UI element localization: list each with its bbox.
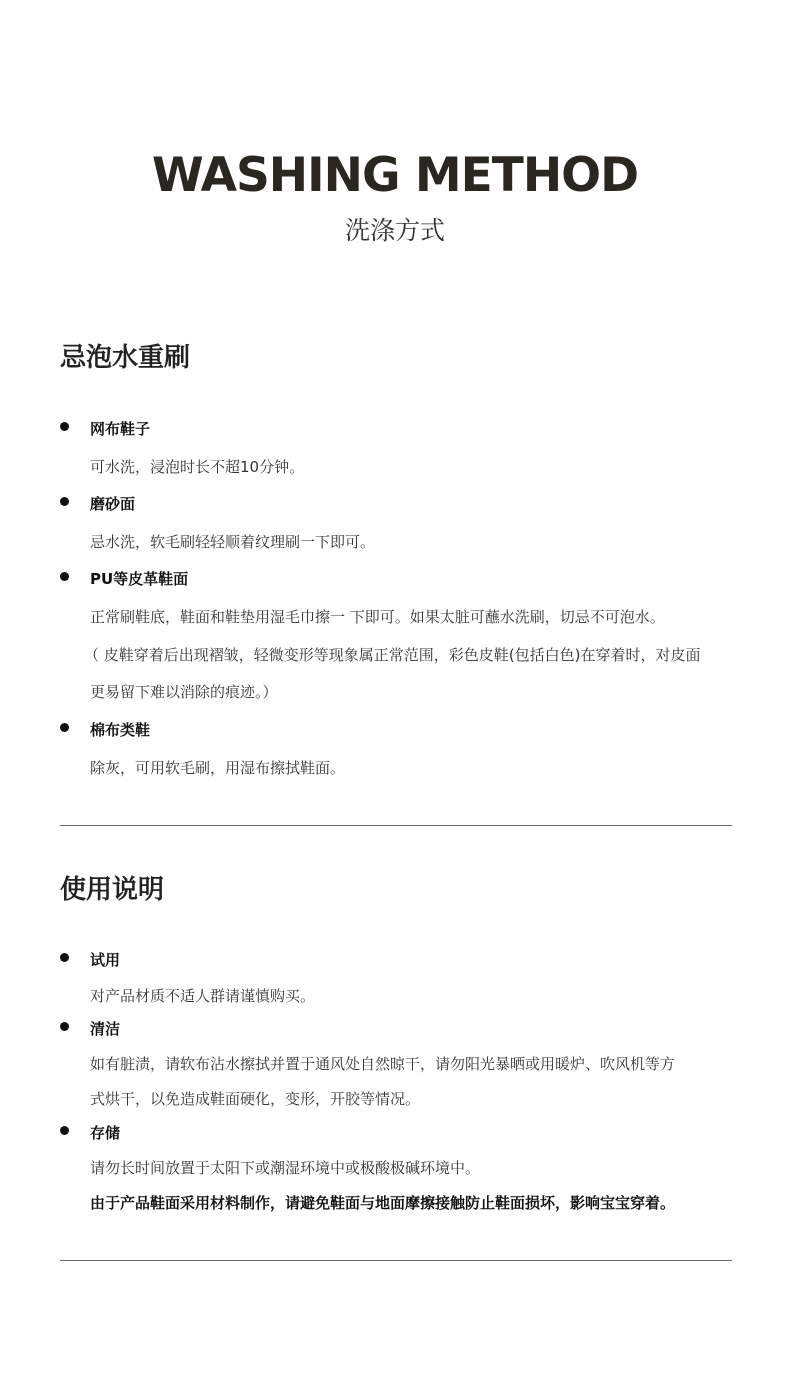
- section-divider: [60, 825, 732, 826]
- section-usage: [60, 872, 732, 908]
- item-text: 正常刷鞋底，鞋面和鞋垫用湿毛巾擦一 下即可。如果太脏可蘸水洗刷，切忌不可泡水。: [90, 608, 665, 626]
- item-text-block: [60, 1157, 732, 1179]
- bullet-icon: [60, 1126, 69, 1135]
- item-label: 清洁: [90, 1020, 121, 1038]
- usage-item-storage: [60, 1122, 732, 1144]
- section-title: 忌泡水重刷: [60, 343, 191, 373]
- section-title: 使用说明: [60, 875, 165, 905]
- usage-item-cleaning: [60, 1018, 732, 1040]
- bullet-icon: [60, 1022, 69, 1031]
- item-text-block: [60, 1192, 732, 1214]
- item-text-block: [60, 757, 732, 779]
- item-text-block: [60, 1053, 732, 1075]
- page-subtitle: 洗涤方式: [344, 216, 445, 245]
- item-text-block: [60, 456, 732, 478]
- bullet-icon: [60, 953, 69, 962]
- item-label: 存储: [90, 1124, 121, 1142]
- item-label: PU等皮革鞋面: [90, 570, 189, 588]
- item-label: 磨砂面: [90, 495, 136, 513]
- care-item-cotton: [60, 719, 732, 741]
- bullet-icon: [60, 572, 69, 581]
- item-text-block: [60, 606, 732, 628]
- item-text: 忌水洗，软毛刷轻轻顺着纹理刷一下即可。: [90, 533, 376, 551]
- item-text-block: [60, 985, 732, 1007]
- item-text: （ 皮鞋穿着后出现褶皱，轻微变形等现象属正常范围，彩色皮鞋(包括白色)在穿着时，对皮面: [84, 646, 701, 664]
- item-text: 如有脏渍，请软布沾水擦拭并置于通风处自然晾干，请勿阳光暴晒或用暖炉、吹风机等方: [90, 1055, 676, 1073]
- section-divider: [60, 1260, 732, 1261]
- item-text-emphasis: 由于产品鞋面采用材料制作，请避免鞋面与地面摩擦接触防止鞋面损坏，影响宝宝穿着。: [90, 1194, 676, 1212]
- care-item-suede: [60, 493, 732, 515]
- section-care: [60, 340, 732, 376]
- item-label: 棉布类鞋: [90, 721, 151, 739]
- item-text: 可水洗，浸泡时长不超10分钟。: [90, 458, 305, 476]
- item-text-block: [60, 531, 732, 553]
- care-item-pu-leather: [60, 568, 732, 590]
- item-label: 试用: [90, 951, 121, 969]
- item-text: 请勿长时间放置于太阳下或潮湿环境中或极酸极碱环境中。: [90, 1159, 481, 1177]
- care-item-mesh: [60, 418, 732, 440]
- page-title: WASHING METHOD: [151, 148, 639, 203]
- bullet-icon: [60, 723, 69, 732]
- item-text-block: [60, 644, 732, 666]
- bullet-icon: [60, 497, 69, 506]
- item-text-block: [60, 681, 732, 703]
- item-label: 网布鞋子: [90, 420, 151, 438]
- item-text: 更易留下难以消除的痕迹。）: [90, 683, 278, 701]
- bullet-icon: [60, 422, 69, 431]
- item-text: 式烘干，以免造成鞋面硬化，变形，开胶等情况。: [90, 1090, 421, 1108]
- item-text: 除灰，可用软毛刷，用湿布擦拭鞋面。: [90, 759, 346, 777]
- item-text-block: [60, 1088, 732, 1110]
- item-text: 对产品材质不适人群请谨慎购买。: [90, 987, 316, 1005]
- usage-item-trial: [60, 949, 732, 971]
